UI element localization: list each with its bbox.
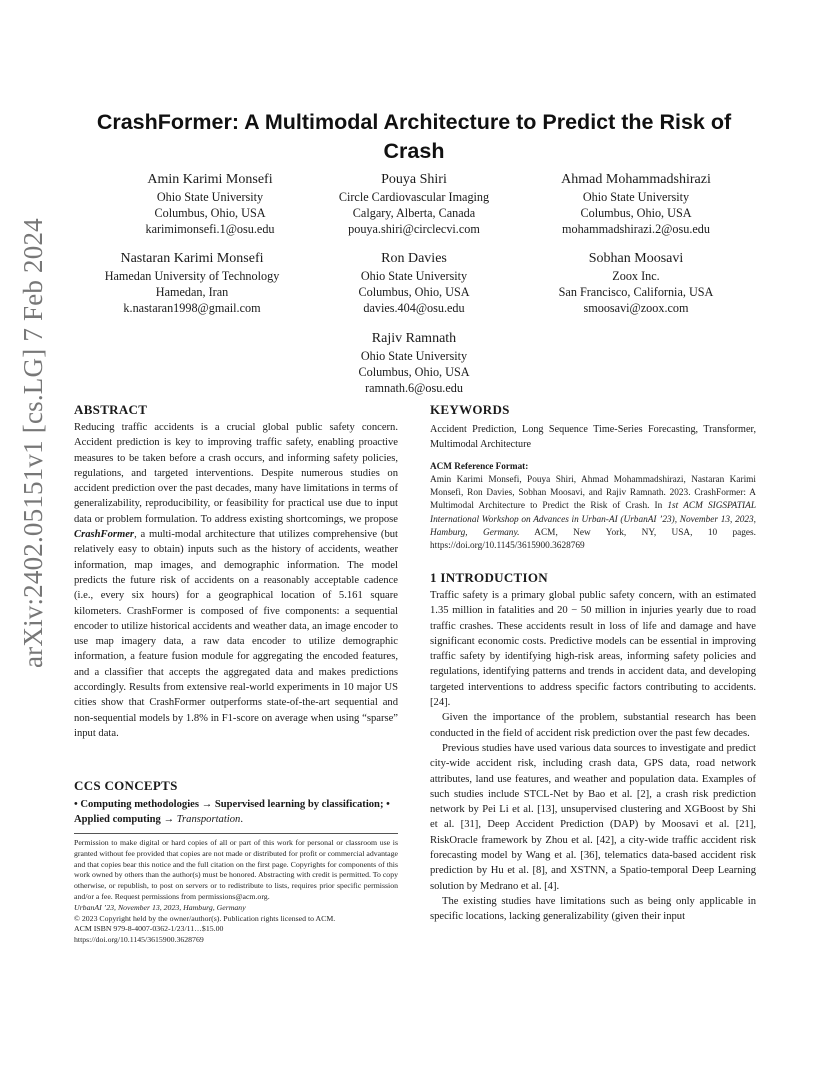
venue-line: UrbanAI ’23, November 13, 2023, Hamburg, Germany (74, 902, 246, 912)
author-email: pouya.shiri@circlecvi.com (348, 222, 480, 236)
author-email: mohammadshirazi.2@osu.edu (562, 222, 710, 236)
author-affiliation: Circle Cardiovascular Imaging (338, 190, 490, 204)
author-affiliation: Ohio State University (156, 190, 264, 204)
author-email: davies.404@osu.edu (363, 301, 465, 315)
keywords-heading: KEYWORDS (430, 402, 510, 417)
author-affiliation: Ohio State University (360, 349, 468, 363)
paper-title: CrashFormer: A Multimodal Architecture to Predict the Risk of Crash (96, 110, 732, 163)
author-block (294, 329, 534, 396)
author-location: Columbus, Ohio, USA (154, 206, 266, 220)
author-affiliation: Zoox Inc. (612, 269, 660, 283)
author-name: Nastaran Karimi Monsefi (120, 251, 264, 266)
author-name: Rajiv Ramnath (371, 331, 457, 346)
introduction-body (430, 588, 756, 925)
intro-paragraph: Traffic safety is a primary global public safety concern, with an estimated 1.35 million in fatalities and 20 − 50 million in injuries yearly due to road traffic crashes. These accidents result in loss of life and damage and have significant economic costs. Predictive models can be essential in improving traffic safety by identifying high-risk areas, informing safety policies and regulations, identifying patterns and trends in accident data, and developing targeted interventions to address specific factors contributing to accidents. [24]. (430, 590, 756, 709)
author-location: Calgary, Alberta, Canada (352, 206, 476, 220)
author-block (294, 170, 534, 237)
abstract-heading: ABSTRACT (74, 402, 148, 417)
ccs-concept-2-term: Transportation (176, 814, 241, 826)
intro-paragraph: The existing studies have limitations such as being only applicable in specific locations, lacking generalizability (given their input (430, 895, 756, 923)
abstract-emphasis: CrashFormer (74, 529, 135, 541)
isbn-line: ACM ISBN 979-8-4007-0362-1/23/11…$15.00 (74, 924, 224, 934)
author-affiliation: Ohio State University (582, 190, 690, 204)
author-block (516, 249, 756, 316)
author-email: smoosavi@zoox.com (583, 301, 689, 315)
abstract-body (74, 420, 398, 741)
author-block (294, 249, 534, 316)
author-location: San Francisco, California, USA (558, 285, 714, 299)
ccs-concepts (74, 797, 398, 828)
copyright-line: © 2023 Copyright held by the owner/author(s). Publication rights licensed to ACM. (74, 913, 336, 923)
ccs-heading: CCS CONCEPTS (74, 778, 178, 793)
acm-reference-text (430, 474, 756, 553)
author-location: Hamedan, Iran (155, 285, 229, 299)
author-affiliation: Hamedan University of Technology (104, 269, 280, 283)
author-email: k.nastaran1998@gmail.com (123, 301, 261, 315)
footnote-rule (74, 833, 398, 834)
author-email: karimimonsefi.1@osu.edu (145, 222, 275, 236)
acm-ref-authors: Amin Karimi Monsefi, Pouya Shiri, Ahmad Mohammadshirazi, Nastaran Karimi Monsefi, Ron Davies, Sobhan Moosavi, and Rajiv Ramnath. 2023. CrashFormer: A Multimodal Architecture to Predict the Risk of Crash. In (430, 475, 756, 512)
author-name: Pouya Shiri (381, 172, 447, 187)
intro-paragraph: Previous studies have used various data sources to investigate and predict city-wide accident risk, including crash data, GPS data, road network attributes, land use features, and weather and population data. Examples of such studies include STCL-Net by Bao et al. [2], a crash risk prediction network by Pei Li et al. [13], unsupervised clustering and XGBoost by Shi et al. [31], Deep Accident Prediction (DAP) by Moosavi et al. [21], RiskOracle framework by Zhou et al. [42], a city-wide traffic accident risk forecasting model by Wang et al. [36], telematics data-based accident risk prediction by Hu et al. [8], and XSTNN, a Spatio-temporal Deep Learning solution by Medrano et al. [4]. (430, 742, 756, 892)
author-name: Ron Davies (381, 251, 447, 266)
author-block (72, 249, 312, 316)
permission-notice: Permission to make digital or hard copies of all or part of this work for personal or classroom use is granted without fee provided that copies are not made or distributed for profit or commercial advantage and that copies bear this notice and the full citation on the first page. Copyrights for components of this work owned by others than the author(s) must be honored. Abstracting with credit is permitted. To copy otherwise, or republish, to post on servers or to redistribute to lists, requires prior specific permission and/or a fee. Request permissions from permissions@acm.org. (74, 838, 398, 901)
abstract-text-2: , a multi-modal architecture that utilizes comprehensive (but relatively easy to obtain) inputs such as the history of accidents, weather information, map images, and demographic information. The model predicts the future risk of accidents on a reasonably acceptable cadence (i.e., every six hours) for a geographical location of 5.161 square kilometers. CrashFormer is composed of five components: a sequential encoder to utilize historical accidents and weather data, an image encoder to use map imagery data, a raw data encoder to utilize demographic information, a feature fusion module for aggregating the encoded features, and a classifier that accepts the aggregated data and makes predictions accordingly. Results from extensive real-world experiments in 10 major US cities show that CrashFormer outperforms state-of-the-art sequential and non-sequential models by 1.8% in F1-score on average when using “sparse” input data. (74, 529, 398, 739)
permission-block (74, 838, 398, 946)
acm-reference-heading: ACM Reference Format: (430, 461, 529, 471)
author-location: Columbus, Ohio, USA (580, 206, 692, 220)
abstract-text-1: Reducing traffic accidents is a crucial global public safety concern. Accident prediction is key to improving traffic safety, enabling proactive measures to be taken before a crash occurs, and informing safety policies, regulations, and targeted interventions. Despite numerous studies on accident prediction over the past decades, many have limitations in terms of generalizability, reproducibility, or feasibility for practical use due to input data or problem formulation. To address existing shortcomings, we propose (74, 422, 398, 525)
doi-line[interactable]: https://doi.org/10.1145/3615900.3628769 (74, 935, 204, 945)
arxiv-stamp: arXiv:2402.05151v1 [cs.LG] 7 Feb 2024 (18, 218, 48, 668)
author-name: Ahmad Mohammadshirazi (561, 172, 711, 187)
ccs-concept-1: • Computing methodologies → Supervised learning by classification; (74, 799, 384, 810)
acm-ref-venue: 1st ACM SIGSPATIAL International Workshop on Advances in Urban-AI (UrbanAI ’23), November 13, 2023, Hamburg, Germany. (430, 501, 756, 538)
ccs-period: . (240, 814, 243, 826)
author-location: Columbus, Ohio, USA (358, 365, 470, 379)
intro-paragraph: Given the importance of the problem, substantial research has been conducted in the field of accident risk prediction over the past few decades. (430, 712, 756, 739)
author-location: Columbus, Ohio, USA (358, 285, 470, 299)
author-email: ramnath.6@osu.edu (365, 381, 463, 395)
author-affiliation: Ohio State University (360, 269, 468, 283)
ccs-concept-2: • Applied computing → (74, 799, 390, 826)
author-name: Amin Karimi Monsefi (147, 172, 273, 187)
introduction-heading: 1 INTRODUCTION (430, 570, 548, 585)
keywords-text: Accident Prediction, Long Sequence Time-Series Forecasting, Transformer, Multimodal Architecture (430, 424, 756, 450)
acm-ref-publisher: ACM, New York, NY, USA, 10 pages. https://doi.org/10.1145/3615900.3628769 (430, 527, 756, 552)
author-name: Sobhan Moosavi (588, 251, 684, 266)
author-block (516, 170, 756, 237)
